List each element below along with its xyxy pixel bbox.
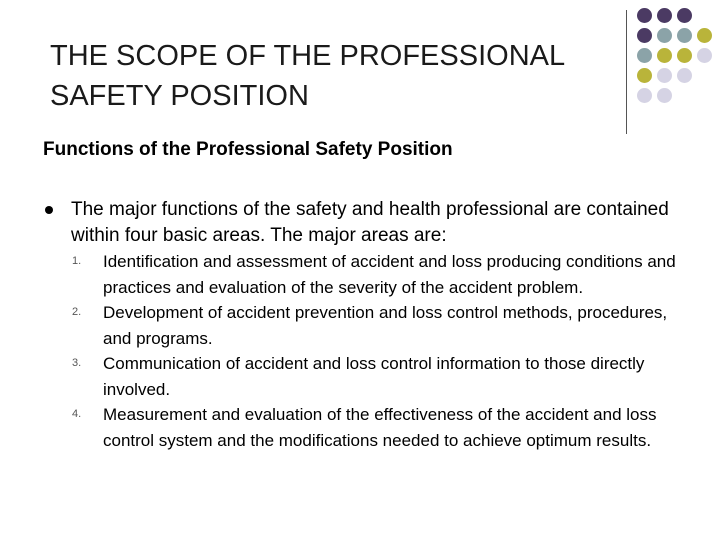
decorative-dot <box>697 28 712 43</box>
decorative-dot <box>657 88 672 103</box>
decorative-dot <box>677 68 692 83</box>
list-item <box>43 402 693 453</box>
list-item-number: 4. <box>72 408 82 420</box>
list-item-text: Identification and assessment of accident and loss producing conditions and practices and evaluation of the severity of the accident problem. <box>103 252 676 297</box>
decorative-dot <box>677 48 692 63</box>
decorative-dot <box>637 88 652 103</box>
list-item-number: 1. <box>72 255 82 267</box>
list-item <box>43 300 693 351</box>
decorative-dot <box>637 28 652 43</box>
decorative-dot <box>657 28 672 43</box>
decorative-dot-grid <box>637 8 717 118</box>
list-item <box>43 351 693 402</box>
bullet-item <box>43 197 693 249</box>
decorative-dot <box>637 48 652 63</box>
list-item-number: 3. <box>72 357 82 369</box>
bullet-dot-icon <box>45 206 53 214</box>
numbered-list <box>43 249 693 453</box>
decorative-dot <box>677 8 692 23</box>
decorative-dot <box>657 48 672 63</box>
decorative-dot <box>697 48 712 63</box>
slide-subtitle: Functions of the Professional Safety Position <box>43 139 453 160</box>
decorative-dot <box>657 8 672 23</box>
slide-body <box>43 197 693 453</box>
title-divider <box>626 10 627 134</box>
decorative-dot <box>637 8 652 23</box>
list-item-text: Measurement and evaluation of the effectiveness of the accident and loss control system and the modifications needed to achieve optimum results. <box>103 405 657 450</box>
decorative-dot <box>657 68 672 83</box>
list-item-number: 2. <box>72 306 82 318</box>
list-item-text: Development of accident prevention and loss control methods, procedures, and programs. <box>103 303 668 348</box>
bullet-text: The major functions of the safety and health professional are contained within four basic areas. The major areas are: <box>71 199 669 246</box>
list-item <box>43 249 693 300</box>
list-item-text: Communication of accident and loss control information to those directly involved. <box>103 354 645 399</box>
slide-title: THE SCOPE OF THE PROFESSIONAL SAFETY POSITION <box>50 40 565 112</box>
decorative-dot <box>677 28 692 43</box>
decorative-dot <box>637 68 652 83</box>
